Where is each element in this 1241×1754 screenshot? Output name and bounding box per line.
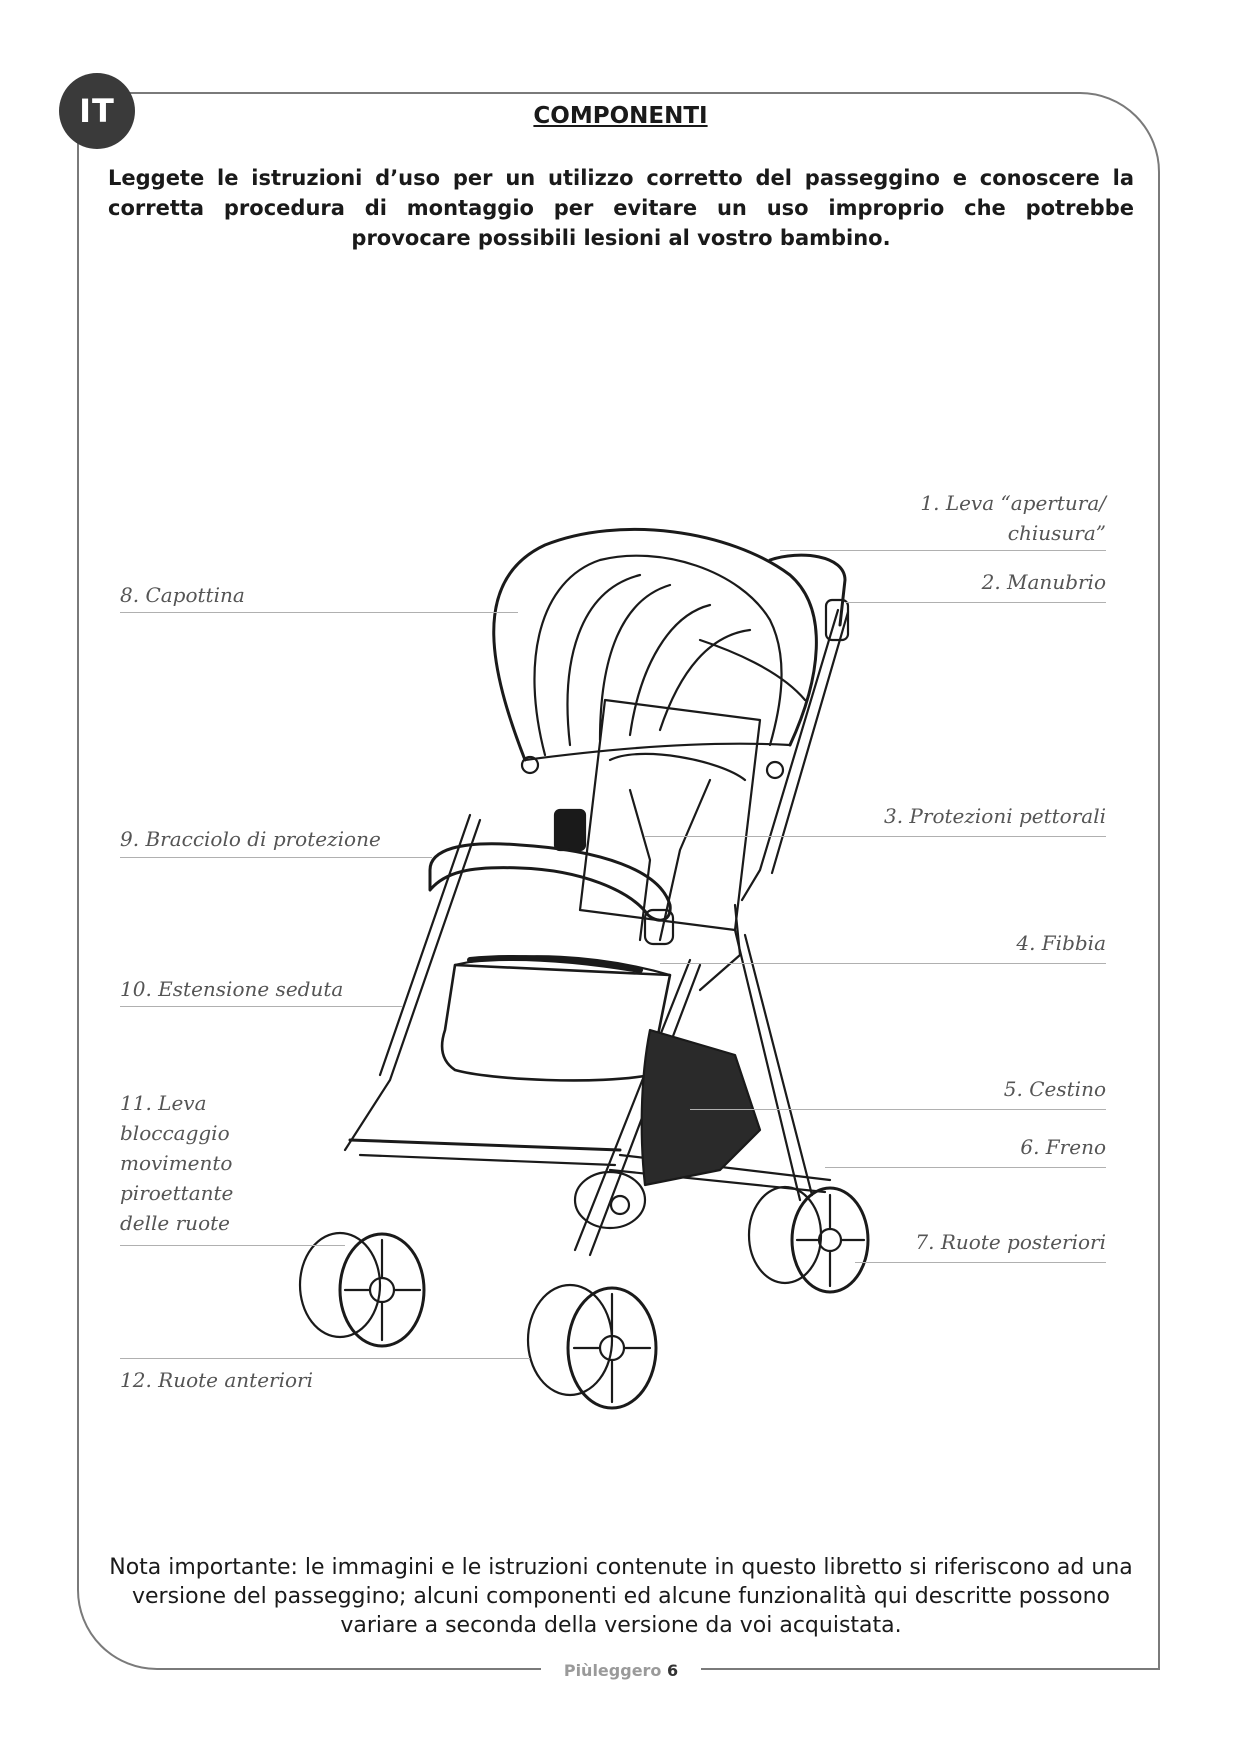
part-label-2: 2. Manubrio xyxy=(981,570,1106,594)
leader-line-11 xyxy=(120,1245,345,1246)
leader-line-3 xyxy=(645,836,1106,837)
intro-paragraph: Leggete le istruzioni d’uso per un utilizzo corretto del passeggino e conoscere la corretta procedura di montaggio per evitare un uso improprio che potrebbe provocare possibili lesioni al vostro bambino. xyxy=(108,166,1134,250)
part-label-5: 5. Cestino xyxy=(1003,1077,1106,1101)
language-badge: IT xyxy=(59,73,135,149)
part-label-12: 12. Ruote anteriori xyxy=(120,1368,314,1392)
part-label-4: 4. Fibbia xyxy=(1016,931,1106,955)
part-label-6: 6. Freno xyxy=(1020,1135,1106,1159)
page-title: COMPONENTI xyxy=(533,103,708,129)
leader-line-5 xyxy=(690,1109,1106,1110)
leader-line-1 xyxy=(780,550,1106,551)
part-label-7: 7. Ruote posteriori xyxy=(915,1230,1106,1254)
page-number: 6 xyxy=(667,1661,679,1680)
part-label-1: 1. Leva “apertura/ chiusura” xyxy=(920,491,1106,545)
part-label-11: 11. Leva bloccaggio movimento piroettante delle ruote xyxy=(120,1091,234,1235)
leader-line-6 xyxy=(825,1167,1106,1168)
important-note: Nota importante: le immagini e le istruzioni contenute in questo libretto si riferiscono ad una versione del passeggino; alcuni componenti ed alcune funzionalità qui descritte possono variare a seconda della versione da voi acquistata. xyxy=(109,1555,1133,1638)
part-label-10: 10. Estensione seduta xyxy=(120,977,344,1001)
leader-line-12 xyxy=(120,1358,530,1359)
leader-line-2 xyxy=(845,602,1106,603)
part-label-9: 9. Bracciolo di protezione xyxy=(120,827,381,851)
footer-brand: Piùleggero xyxy=(563,1661,662,1680)
leader-line-4 xyxy=(660,963,1106,964)
page-footer xyxy=(541,1661,701,1680)
part-label-8: 8. Capottina xyxy=(120,583,245,607)
leader-line-10 xyxy=(120,1006,402,1007)
leader-line-7 xyxy=(855,1262,1106,1263)
part-label-3: 3. Protezioni pettorali xyxy=(883,804,1106,828)
leader-line-8 xyxy=(120,612,518,613)
leader-line-9 xyxy=(120,857,432,858)
